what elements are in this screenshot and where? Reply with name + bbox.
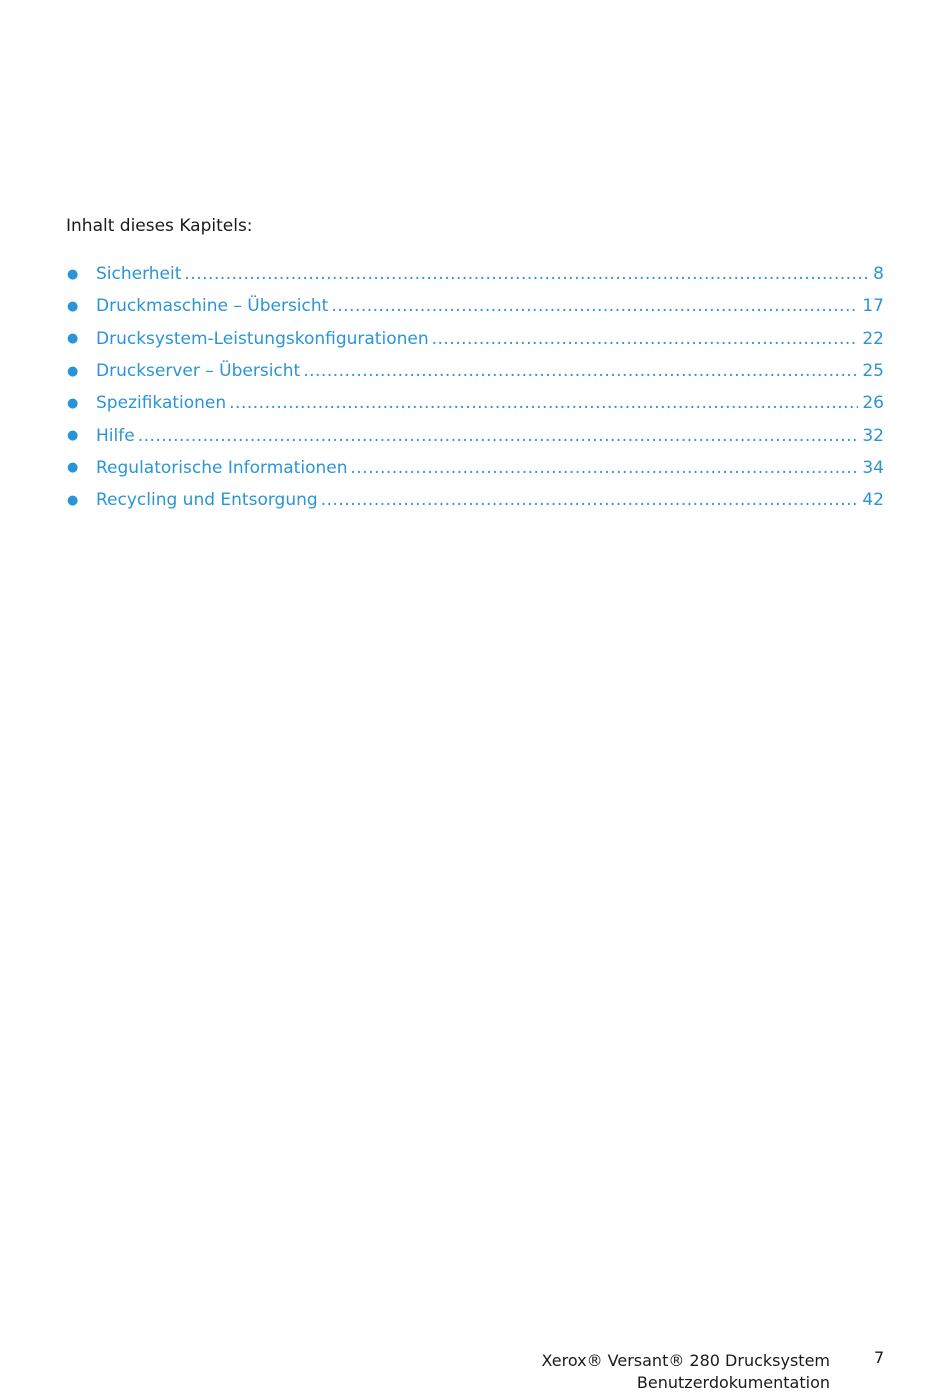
toc-page-number: 34	[862, 457, 884, 478]
dot-leader	[432, 329, 859, 349]
bullet-icon: ●	[67, 331, 79, 347]
toc-item	[66, 419, 884, 451]
bullet-icon: ●	[67, 428, 79, 444]
dot-leader	[229, 393, 858, 413]
toc-page-number: 25	[862, 361, 884, 382]
toc-title: Sicherheit	[96, 264, 182, 285]
toc-link-leistungskonfigurationen[interactable]	[96, 329, 884, 349]
toc-title: Regulatorische Informationen	[96, 457, 348, 478]
toc-title: Hilfe	[96, 425, 135, 446]
toc-item	[66, 484, 884, 516]
toc-item	[66, 258, 884, 290]
toc-link-druckserver-uebersicht[interactable]	[96, 361, 884, 381]
toc-item	[66, 323, 884, 355]
toc-item	[66, 290, 884, 322]
bullet-icon: ●	[67, 298, 79, 314]
toc-page-number: 8	[873, 264, 884, 285]
page-number: 7	[874, 1348, 885, 1367]
dot-leader	[350, 458, 858, 478]
bullet-icon: ●	[67, 492, 79, 508]
chapter-contents-heading: Inhalt dieses Kapitels:	[66, 216, 253, 236]
bullet-icon: ●	[67, 460, 79, 476]
toc-link-recycling-und-entsorgung[interactable]	[96, 490, 884, 510]
toc-title: Spezifikationen	[96, 393, 227, 414]
dot-leader	[321, 490, 859, 510]
page-footer	[542, 1350, 831, 1394]
dot-leader	[184, 264, 869, 284]
toc-title: Drucksystem-Leistungskonfigurationen	[96, 328, 429, 349]
toc-page-number: 22	[862, 328, 884, 349]
bullet-icon: ●	[67, 266, 79, 282]
toc-title: Druckmaschine – Übersicht	[96, 296, 329, 317]
toc-item	[66, 387, 884, 419]
dot-leader	[331, 296, 858, 316]
toc-title: Druckserver – Übersicht	[96, 361, 301, 382]
toc-item	[66, 355, 884, 387]
bullet-icon: ●	[67, 395, 79, 411]
toc-link-druckmaschine-uebersicht[interactable]	[96, 296, 884, 316]
toc-link-regulatorische-informationen[interactable]	[96, 458, 884, 478]
bullet-icon: ●	[67, 363, 79, 379]
footer-document-type: Benutzerdokumentation	[636, 1373, 830, 1392]
table-of-contents	[66, 258, 884, 516]
toc-page-number: 32	[862, 425, 884, 446]
toc-page-number: 42	[862, 490, 884, 511]
toc-page-number: 17	[862, 296, 884, 317]
toc-link-sicherheit[interactable]	[96, 264, 884, 284]
dot-leader	[138, 426, 859, 446]
toc-link-hilfe[interactable]	[96, 426, 884, 446]
toc-item	[66, 452, 884, 484]
dot-leader	[303, 361, 858, 381]
toc-link-spezifikationen[interactable]	[96, 393, 884, 413]
toc-title: Recycling und Entsorgung	[96, 490, 318, 511]
toc-page-number: 26	[862, 393, 884, 414]
footer-product-name: Xerox® Versant® 280 Drucksystem	[541, 1351, 830, 1370]
